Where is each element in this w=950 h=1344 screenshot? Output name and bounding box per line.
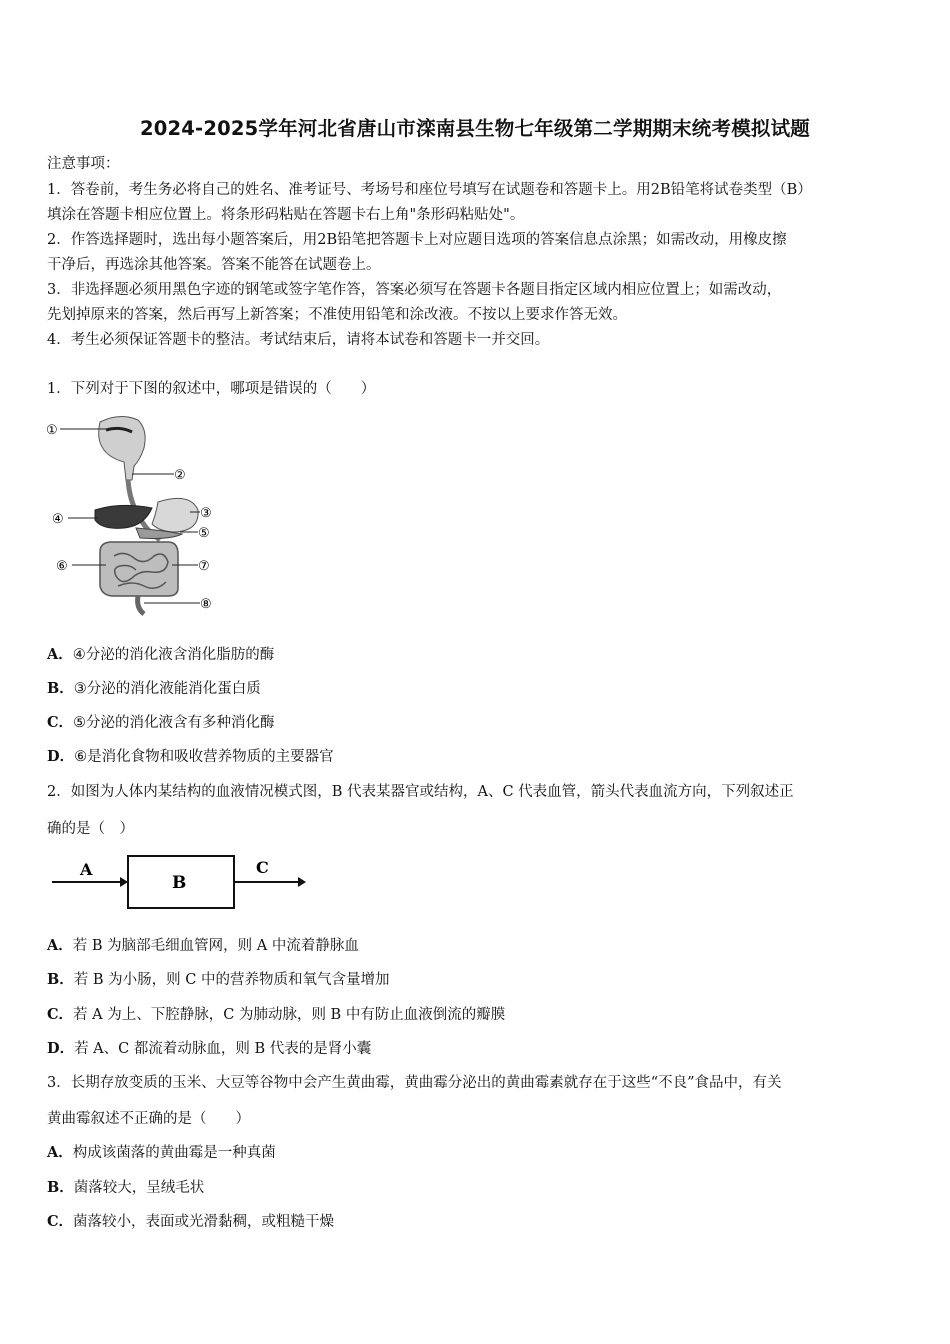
q3-option-a: A．构成该菌落的黄曲霉是一种真菌 [47, 1144, 276, 1161]
q1-option-d: D．⑥是消化食物和吸收营养物质的主要器官 [47, 748, 334, 765]
figure-label-7: ⑦ [198, 559, 210, 574]
notice-line: 填涂在答题卡相应位置上。将条形码粘贴在答题卡右上角"条形码粘贴处"。 [47, 207, 525, 223]
vessel-a-label: A [80, 860, 93, 879]
digestive-system-figure [40, 410, 230, 620]
question-3-stem: 3．长期存放变质的玉米、大豆等谷物中会产生黄曲霉，黄曲霉分泌出的黄曲霉素就存在于这些“不良”食品中，有关 [47, 1075, 782, 1091]
q1-option-c: C．⑤分泌的消化液含有多种消化酶 [47, 714, 275, 731]
figure-label-3: ③ [200, 506, 212, 521]
q2-option-d: D．若 A、C 都流着动脉血，则 B 代表的是肾小囊 [47, 1040, 372, 1057]
notice-line: 4．考生必须保证答题卡的整洁。考试结束后，请将本试卷和答题卡一并交回。 [47, 332, 550, 348]
page-title: 2024-2025学年河北省唐山市滦南县生物七年级第二学期期末统考模拟试题 [139, 117, 811, 140]
question-3-stem-cont: 黄曲霉叙述不正确的是（ ） [47, 1111, 250, 1127]
blood-flow-figure [50, 852, 312, 910]
q2-option-c: C．若 A 为上、下腔静脉，C 为肺动脉，则 B 中有防止血液倒流的瓣膜 [47, 1006, 506, 1023]
figure-label-2: ② [174, 468, 186, 483]
notice-line: 2．作答选择题时，选出每小题答案后，用2B铅笔把答题卡上对应题目选项的答案信息点涂黑；如需改动，用橡皮擦 [47, 232, 787, 248]
notice-line: 3．非选择题必须用黑色字迹的钢笔或签字笔作答，答案必须写在答题卡各题目指定区域内相应位置上；如需改动， [47, 282, 782, 298]
q1-option-a: A．④分泌的消化液含消化脂肪的酶 [47, 646, 275, 663]
question-1-stem: 1．下列对于下图的叙述中，哪项是错误的（ ） [47, 381, 376, 397]
notice-line: 干净后，再选涂其他答案。答案不能答在试题卷上。 [47, 257, 381, 273]
q3-option-c: C．菌落较小，表面或光滑黏稠，或粗糙干燥 [47, 1213, 335, 1230]
q2-option-b: B．若 B 为小肠，则 C 中的营养物质和氧气含量增加 [47, 971, 390, 988]
q3-option-b: B．菌落较大，呈绒毛状 [47, 1179, 205, 1196]
figure-label-5: ⑤ [198, 526, 210, 541]
figure-label-4: ④ [52, 512, 64, 527]
q1-option-b: B．③分泌的消化液能消化蛋白质 [47, 680, 261, 697]
figure-label-8: ⑧ [200, 597, 212, 612]
organ-b-label: B [172, 873, 187, 893]
q2-option-a: A．若 B 为脑部毛细血管网，则 A 中流着静脉血 [47, 937, 359, 954]
figure-label-6: ⑥ [56, 559, 68, 574]
notice-heading: 注意事项： [47, 156, 120, 172]
figure-label-1: ① [46, 423, 58, 438]
notice-line: 先划掉原来的答案，然后再写上新答案；不准使用铅笔和涂改液。不按以上要求作答无效。 [47, 307, 627, 323]
notice-line: 1．答卷前，考生务必将自己的姓名、准考证号、考场号和座位号填写在试题卷和答题卡上。用2B铅笔将试卷类型（B） [47, 182, 812, 198]
vessel-c-label: C [256, 858, 269, 877]
question-2-stem-cont: 确的是（ ） [47, 821, 134, 837]
question-2-stem: 2．如图为人体内某结构的血液情况模式图，B 代表某器官或结构，A、C 代表血管，箭头代表血流方向，下列叙述正 [47, 784, 794, 800]
